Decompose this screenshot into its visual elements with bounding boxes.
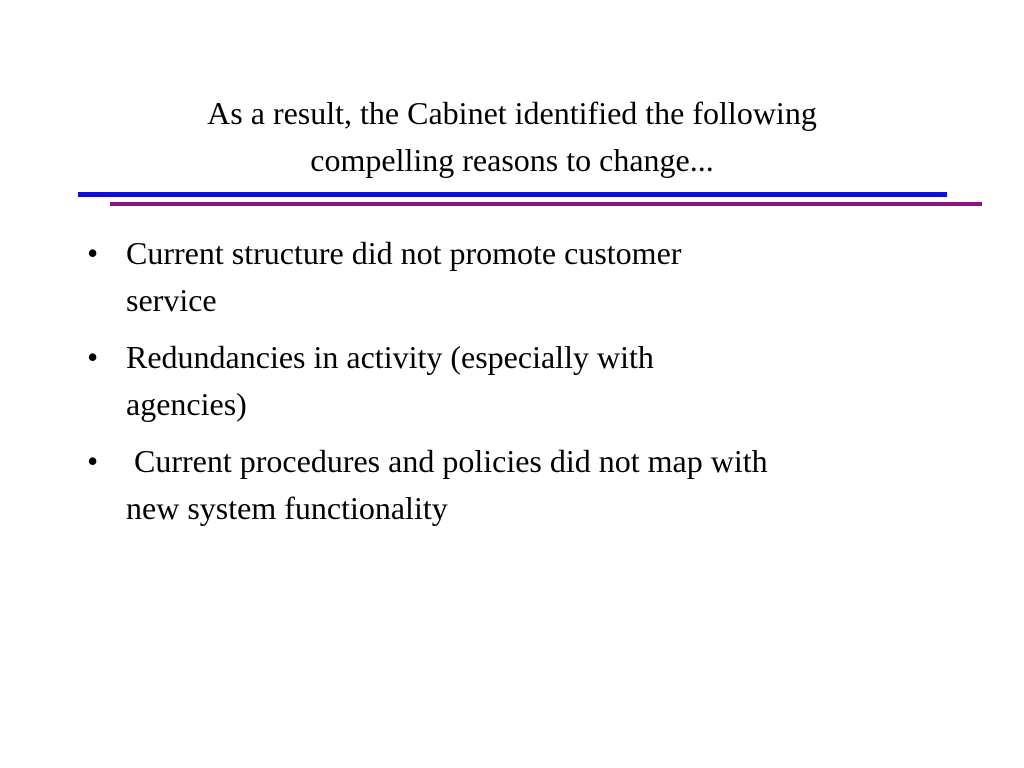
bullet-text-line: Current procedures and policies did not map with (126, 443, 768, 479)
bullet-marker: • (87, 339, 99, 375)
bullet-text-line: service (126, 282, 217, 318)
bullet-list (80, 230, 940, 542)
bullet-marker: • (87, 235, 99, 271)
slide-title (60, 90, 964, 184)
bullet-text-line: Redundancies in activity (especially with (126, 339, 654, 375)
bullet-text-line: agencies) (126, 386, 247, 422)
title-divider-purple (110, 202, 982, 206)
slide-title-line: As a result, the Cabinet identified the following (207, 95, 817, 131)
bullet-text-line: new system functionality (126, 490, 448, 526)
bullet-item (80, 230, 940, 324)
bullet-item (80, 438, 940, 532)
title-divider-blue (78, 192, 947, 197)
slide-title-line: compelling reasons to change... (310, 142, 714, 178)
bullet-text-line: Current structure did not promote customer (126, 235, 682, 271)
bullet-item (80, 334, 940, 428)
bullet-marker: • (87, 443, 99, 479)
